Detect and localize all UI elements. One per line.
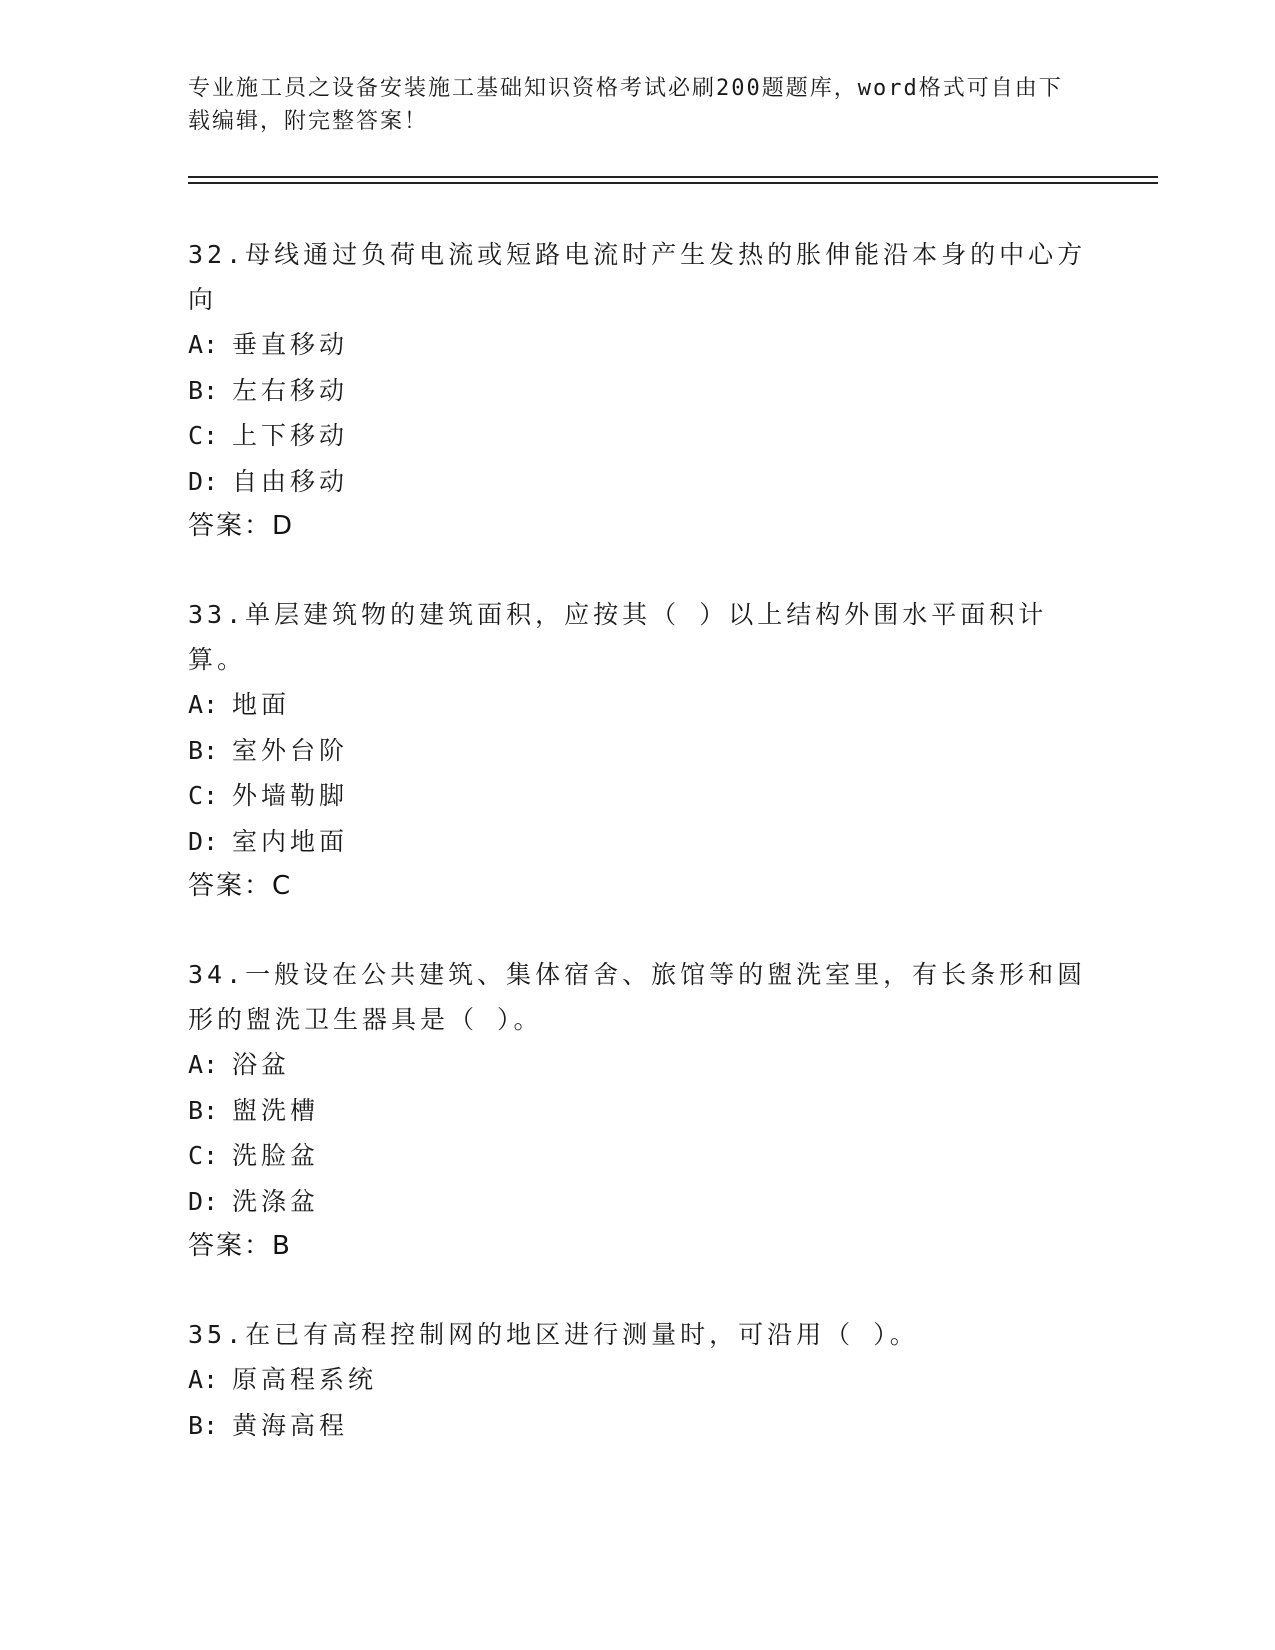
option-key: B: (188, 1095, 219, 1125)
question-stem: 35.在已有高程控制网的地区进行测量时，可沿用（ ）。 (188, 1320, 919, 1349)
option-c (188, 413, 1088, 459)
option-text: 浴盆 (232, 1050, 291, 1079)
question-stem: 32.母线通过负荷电流或短路电流时产生发热的胀伸能沿本身的中心方向 (188, 240, 1087, 314)
option-c (188, 773, 1088, 819)
option-key: A: (188, 330, 219, 359)
question-35 (188, 1312, 1088, 1448)
option-text: 垂直移动 (232, 330, 349, 359)
option-text: 地面 (232, 690, 291, 719)
option-a (188, 682, 1088, 728)
option-key: A: (188, 1050, 219, 1079)
question-33 (188, 592, 1088, 909)
option-text: 洗涤盆 (232, 1186, 320, 1216)
option-b (188, 368, 1088, 414)
answer-label: 答案：C (188, 871, 293, 901)
option-key: D: (188, 1186, 219, 1216)
document-header: 专业施工员之设备安装施工基础知识资格考试必刷200题题库，word格式可自由下载编辑，附完整答案！ (188, 76, 1063, 134)
option-d (188, 819, 1088, 865)
option-text: 外墙勒脚 (232, 781, 349, 810)
option-key: B: (188, 1410, 219, 1440)
option-key: D: (188, 826, 219, 856)
header-divider-bottom (188, 182, 1158, 184)
option-text: 盥洗槽 (232, 1095, 320, 1125)
option-a (188, 1042, 1088, 1088)
question-stem: 34.一般设在公共建筑、集体宿舍、旅馆等的盥洗室里，有长条形和圆形的盥洗卫生器具是（ ）。 (188, 960, 1087, 1034)
header-divider-top (188, 176, 1158, 178)
option-text: 原高程系统 (232, 1365, 378, 1394)
question-34 (188, 952, 1088, 1269)
option-text: 左右移动 (232, 375, 349, 405)
option-key: B: (188, 375, 219, 405)
option-text: 黄海高程 (232, 1410, 349, 1440)
option-key: A: (188, 690, 219, 719)
option-key: D: (188, 466, 219, 496)
option-b (188, 1088, 1088, 1134)
option-b (188, 1403, 1088, 1449)
option-key: C: (188, 1141, 219, 1170)
option-b (188, 728, 1088, 774)
option-text: 室外台阶 (232, 735, 349, 765)
option-text: 室内地面 (232, 826, 349, 856)
option-key: A: (188, 1365, 219, 1394)
option-text: 洗脸盆 (232, 1141, 320, 1170)
option-key: B: (188, 735, 219, 765)
answer-label: 答案：B (188, 1231, 292, 1261)
option-text: 自由移动 (232, 466, 349, 496)
answer-label: 答案：D (188, 511, 295, 541)
option-d (188, 459, 1088, 505)
option-key: C: (188, 781, 219, 810)
question-stem: 33.单层建筑物的建筑面积，应按其（ ）以上结构外围水平面积计算。 (188, 600, 1048, 674)
option-a (188, 322, 1088, 368)
option-key: C: (188, 421, 219, 450)
question-32 (188, 232, 1088, 549)
option-c (188, 1133, 1088, 1179)
option-a (188, 1357, 1088, 1403)
option-text: 上下移动 (232, 421, 349, 450)
option-d (188, 1179, 1088, 1225)
